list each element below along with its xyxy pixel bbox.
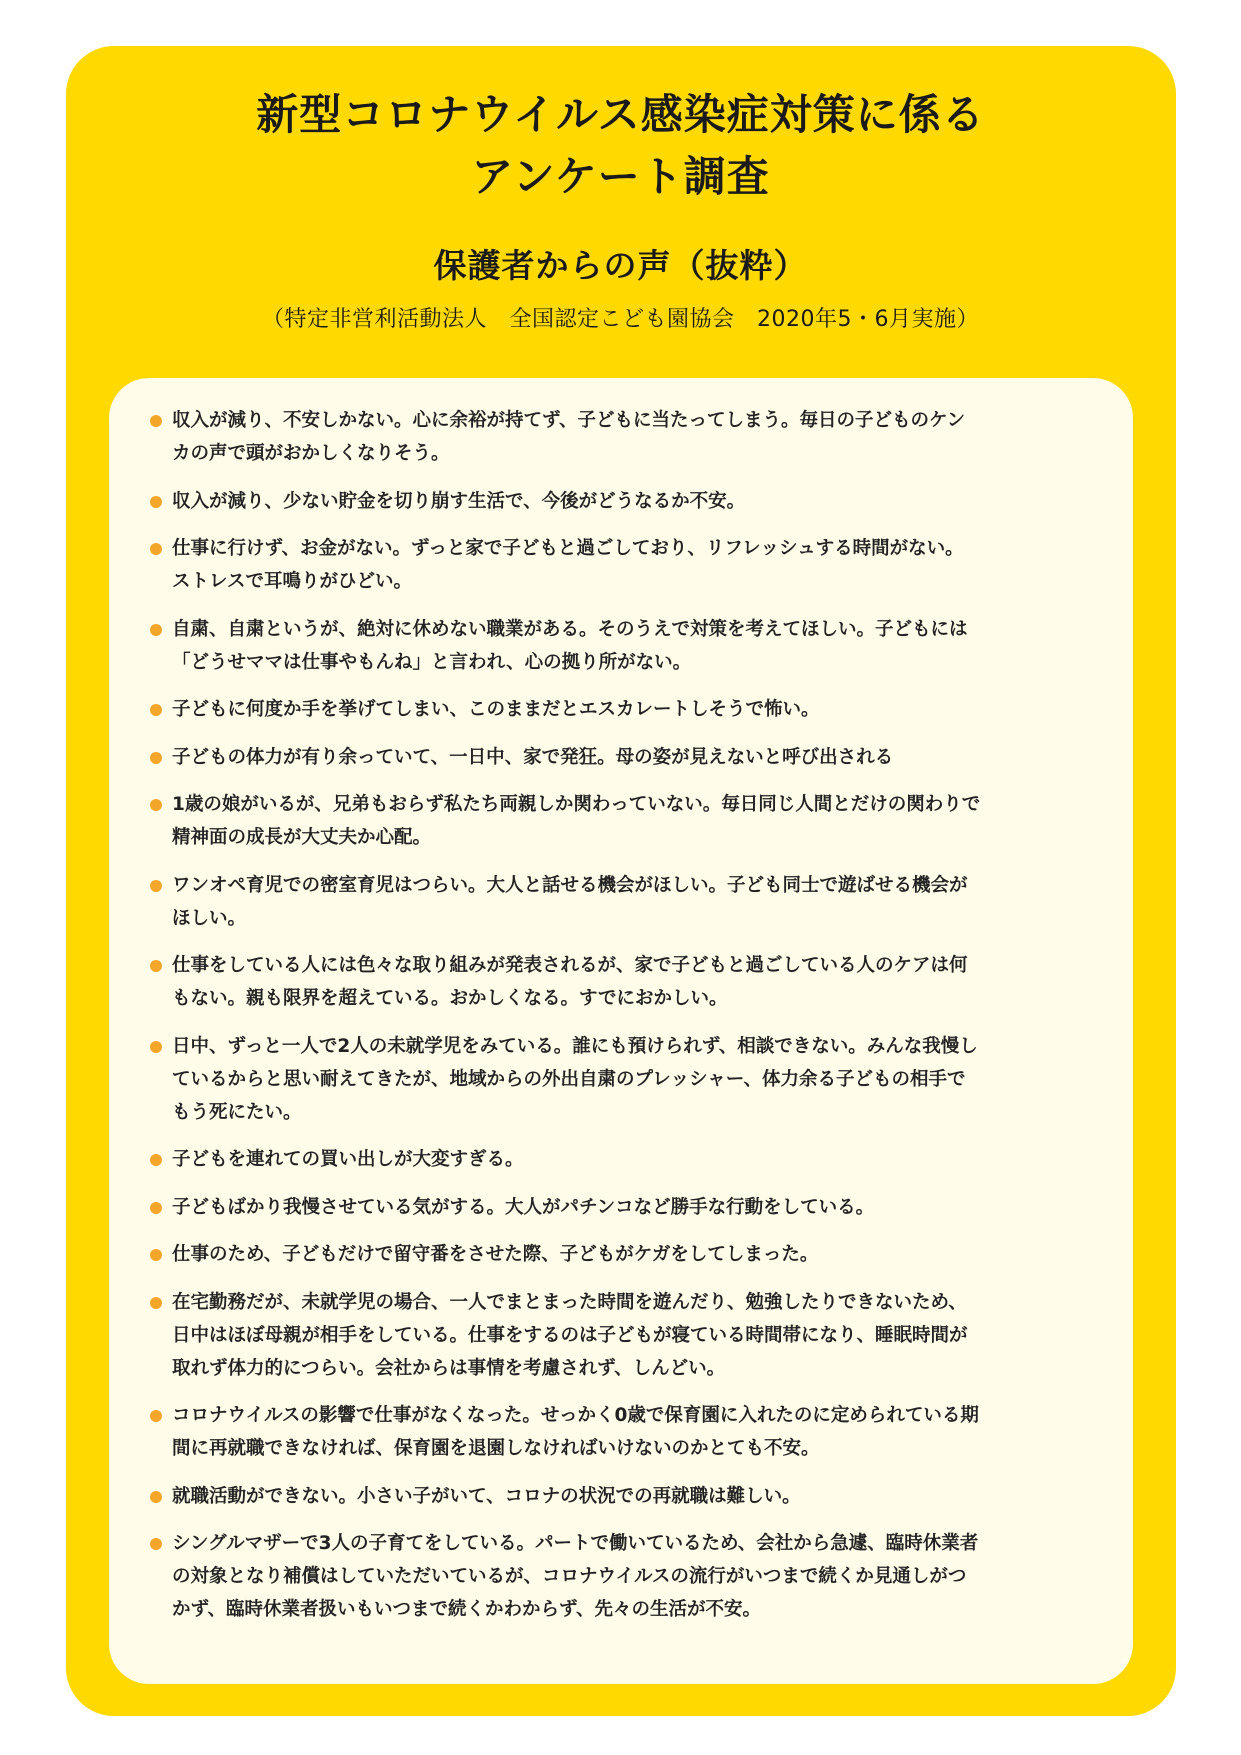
bullet-icon <box>150 704 162 716</box>
quote-text: 就職活動ができない。小さい子がいて、コロナの状況での再就職は難しい。 <box>172 1485 801 1507</box>
page-title <box>0 84 1241 208</box>
quote-item <box>150 1143 1090 1176</box>
bullet-icon <box>150 880 162 892</box>
quote-text: 子どもを連れての買い出しが大変すぎる。 <box>172 1149 524 1170</box>
bullet-icon <box>150 1202 162 1214</box>
quote-item <box>150 1030 1090 1129</box>
quote-text: 子どもばかり我慢させている気がする。大人がパチンコなど勝手な行動をしている。 <box>172 1196 875 1218</box>
quote-item <box>150 741 1090 774</box>
bullet-icon <box>150 415 162 427</box>
quote-text: 1歳の娘がいるが、兄弟もおらず私たち両親しか関わっていない。毎日同じ人間とだけの関わりで 精神面の成長が大丈夫か心配。 <box>172 794 981 848</box>
page-title-line-1: 新型コロナウイルス感染症対策に係る <box>256 90 985 139</box>
quote-item <box>150 1480 1090 1513</box>
source-note: （特定非営利活動法人 全国認定こども園協会 2020年5・6月実施） <box>262 307 979 332</box>
bullet-icon <box>150 1041 162 1053</box>
quote-text: 仕事に行けず、お金がない。ずっと家で子どもと過ごしており、リフレッシュする時間がない。 ストレスで耳鳴りがひどい。 <box>172 538 964 592</box>
quote-item <box>150 869 1090 935</box>
quote-text: シングルマザーで3人の子育てをしている。パートで働いているため、会社から急遽、臨時休業者 の対象となり補償はしていただいているが、コロナウイルスの流行がいつまで続くか見通しがつ かず、臨時休業者扱いもいつまで続くかわからず、先々の生活が不安。 <box>172 1533 979 1620</box>
quote-item <box>150 613 1090 679</box>
quote-item <box>150 1399 1090 1465</box>
quote-text: 自粛、自粛というが、絶対に休めない職業がある。そのうえで対策を考えてほしい。子どもには 「どうせママは仕事やもんね」と言われ、心の拠り所がない。 <box>172 618 968 673</box>
bullet-icon <box>150 624 162 636</box>
bullet-icon <box>150 960 162 972</box>
quote-item <box>150 1238 1090 1271</box>
bullet-icon <box>150 799 162 811</box>
quote-text: 在宅勤務だが、未就学児の場合、一人でまとまった時間を遊んだり、勉強したりできないため、 日中はほぼ母親が相手をしている。仕事をするのは子どもが寝ている時間帯になり、睡眠時間が 取れず体力的につらい。会社からは事情を考慮されず、しんどい。 <box>172 1291 968 1379</box>
quote-item <box>150 404 1090 470</box>
quote-text: 仕事のため、子どもだけで留守番をさせた際、子どもがケガをしてしまった。 <box>172 1244 819 1265</box>
bullet-icon <box>150 1249 162 1261</box>
page-title-line-2: アンケート調査 <box>471 152 770 201</box>
page-subtitle: 保護者からの声（抜粋） <box>433 246 808 285</box>
quote-item <box>150 485 1090 518</box>
quote-text: コロナウイルスの影響で仕事がなくなった。せっかく0歳で保育園に入れたのに定められている期 間に再就職できなければ、保育園を退園しなければいけないのかとても不安。 <box>172 1405 979 1459</box>
bullet-icon <box>150 1410 162 1422</box>
quote-list <box>150 404 1090 1641</box>
bullet-icon <box>150 1154 162 1166</box>
quote-text: ワンオペ育児での密室育児はつらい。大人と話せる機会がほしい。子ども同士で遊ばせる機会が ほしい。 <box>172 874 968 929</box>
bullet-icon <box>150 1491 162 1503</box>
bullet-icon <box>150 543 162 555</box>
quote-item <box>150 1527 1090 1626</box>
quote-text: 日中、ずっと一人で2人の未就学児をみている。誰にも預けられず、相談できない。みんな我慢し ているからと思い耐えてきたが、地域からの外出自粛のプレッシャー、体力余る子どもの相手で もう死にたい。 <box>172 1035 978 1123</box>
quote-text: 子どもの体力が有り余っていて、一日中、家で発狂。母の姿が見えないと呼び出される <box>172 746 894 768</box>
quote-text: 仕事をしている人には色々な取り組みが発表されるが、家で子どもと過ごしている人のケアは何 もない。親も限界を超えている。おかしくなる。すでにおかしい。 <box>172 955 968 1009</box>
quote-item <box>150 693 1090 726</box>
bullet-icon <box>150 752 162 764</box>
quote-text: 子どもに何度か手を挙げてしまい、このままだとエスカレートしそうで怖い。 <box>172 699 820 720</box>
bullet-icon <box>150 1297 162 1309</box>
bullet-icon <box>150 496 162 508</box>
quote-text: 収入が減り、少ない貯金を切り崩す生活で、今後がどうなるか不安。 <box>172 490 746 512</box>
quote-item <box>150 949 1090 1015</box>
quote-item <box>150 532 1090 598</box>
quote-item <box>150 1286 1090 1385</box>
quote-item <box>150 1191 1090 1224</box>
quote-item <box>150 788 1090 854</box>
bullet-icon <box>150 1538 162 1550</box>
quote-text: 収入が減り、不安しかない。心に余裕が持てず、子どもに当たってしまう。毎日の子どものケン カの声で頭がおかしくなりそう。 <box>172 410 966 464</box>
